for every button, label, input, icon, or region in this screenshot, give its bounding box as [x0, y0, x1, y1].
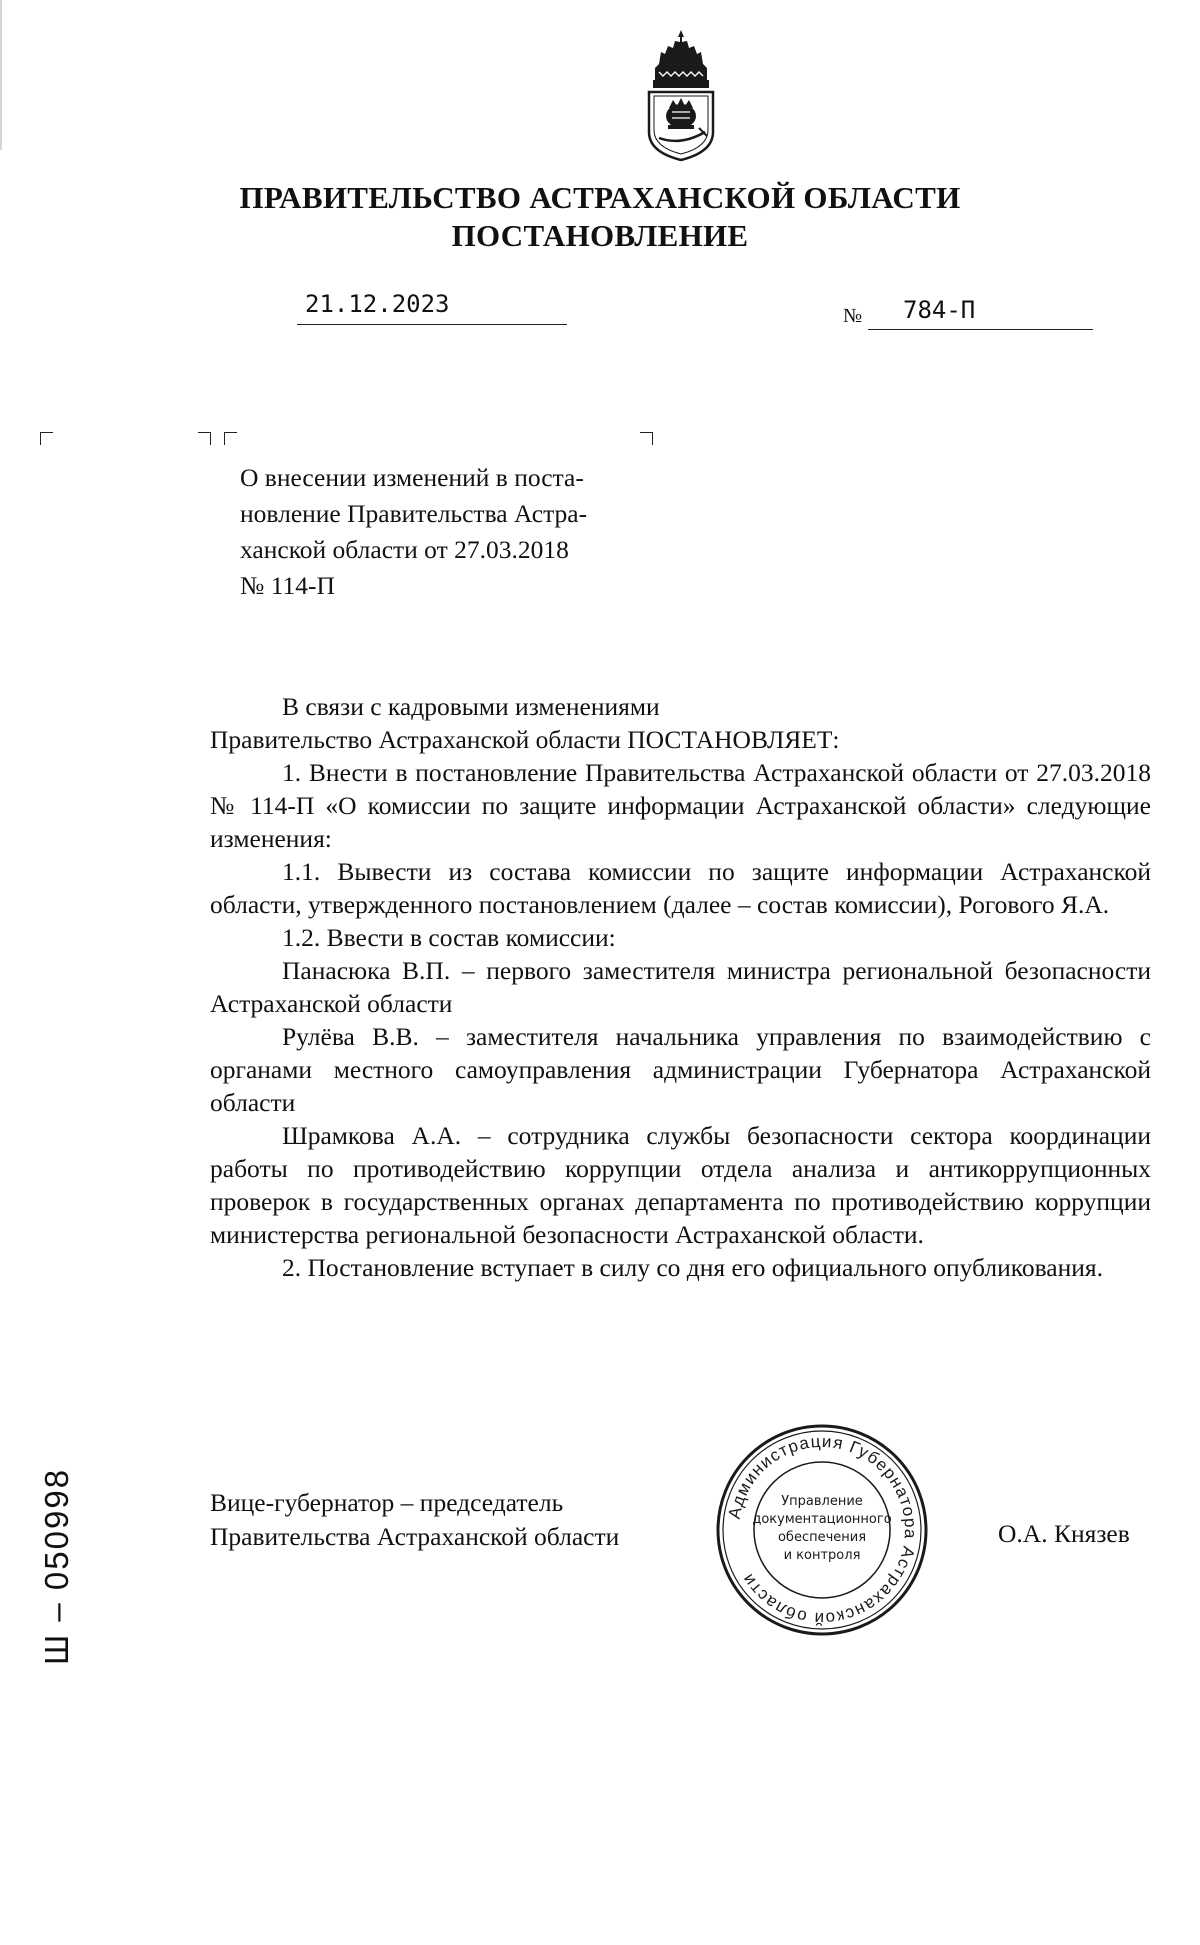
stamp-inner-line: документационного [752, 1512, 892, 1527]
signatory-position-line: Вице-губернатор – председатель [210, 1488, 564, 1517]
document-type-title: ПОСТАНОВЛЕНИЕ [451, 218, 749, 253]
clause-1: 1. Внести в постановление Правительства Астраханской области от 27.03.2018 № 114-П «О комиссии по защите информации Астраханской области» следующие изменения: [210, 758, 1151, 853]
member-entry: Панасюка В.П. – первого заместителя министра региональной безопасности Астраханской области [210, 956, 1151, 1018]
subject-line: О внесении изменений в поста- [240, 463, 584, 492]
corner-bracket-subject-right [640, 432, 653, 445]
document-number: 784-П [903, 296, 976, 324]
signatory-name: О.А. Князев [998, 1519, 1130, 1548]
clause-2: 2. Постановление вступает в силу со дня его официального опубликования. [282, 1253, 1103, 1282]
signatory-position-line: Правительства Астраханской области [210, 1522, 620, 1551]
signatory-position [210, 1486, 619, 1554]
document-date: 21.12.2023 [305, 290, 450, 318]
document-body [210, 690, 1151, 1284]
scan-edge-mark [0, 0, 2, 150]
stamp-inner-line: обеспечения [777, 1530, 867, 1545]
corner-bracket-left [40, 432, 53, 445]
form-code-container [38, 1467, 78, 1945]
stamp-inner-line: Управление [781, 1494, 863, 1509]
date-underline [297, 324, 567, 325]
organization-title: ПРАВИТЕЛЬСТВО АСТРАХАНСКОЙ ОБЛАСТИ [239, 180, 961, 215]
preamble-line: В связи с кадровыми изменениями [282, 692, 660, 721]
resolution-line: Правительство Астраханской области ПОСТАНОВЛЯЕТ: [210, 725, 840, 754]
number-sign: № [843, 305, 863, 327]
number-underline [868, 329, 1093, 330]
corner-bracket-subject-left [224, 432, 237, 445]
member-entry: Шрамкова А.А. – сотрудника службы безопасности сектора координации работы по противодействию коррупции отдела анализа и антикоррупционных проверок в государственных органах департамента по противодействию коррупции министерства региональной безопасности Астраханской области. [210, 1121, 1151, 1249]
corner-bracket-subject-open-right [198, 432, 211, 445]
coat-of-arms-emblem [641, 28, 721, 164]
stamp-inner-line: и контроля [783, 1548, 861, 1563]
document-subject [240, 460, 642, 604]
form-code: Ш – 050998 [38, 1467, 75, 1665]
member-entry: Рулёва В.В. – заместителя начальника управления по взаимодействию с органами местного самоуправления администрации Губернатора Астраханской области [210, 1022, 1151, 1117]
subject-line: новление Правительства Астра- [240, 499, 588, 528]
stamp-outer-text: Администрация Губернатора Астраханской области [724, 1431, 921, 1629]
clause-1-1: 1.1. Вывести из состава комиссии по защите информации Астраханской области, утвержденного постановлением (далее – состав комиссии), Рогового Я.А. [210, 857, 1151, 919]
clause-1-2: 1.2. Ввести в состав комиссии: [282, 923, 616, 952]
subject-line: ханской области от 27.03.2018 [240, 535, 569, 564]
official-round-stamp [712, 1420, 932, 1640]
subject-line: № 114-П [240, 571, 335, 600]
